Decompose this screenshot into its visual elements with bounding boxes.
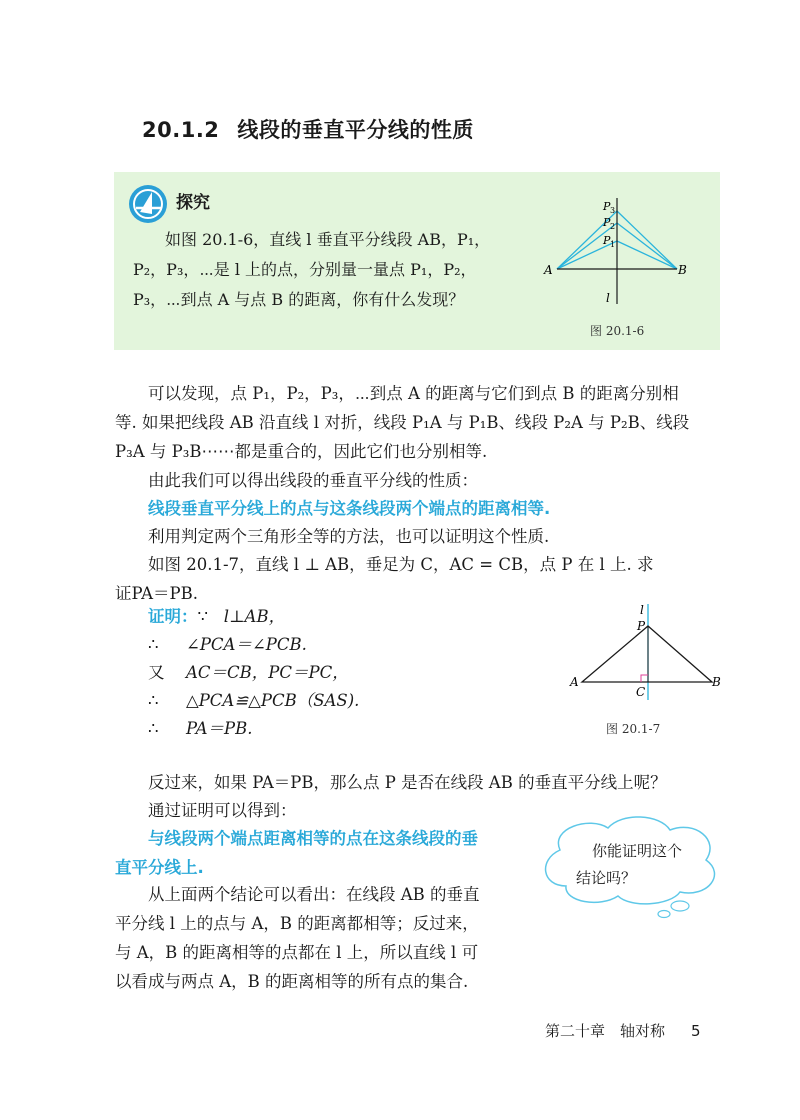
therefore-symbol: ∴ xyxy=(148,691,159,710)
chapter-title: 第二十章 轴对称 xyxy=(545,1022,666,1040)
para1-line-1: 可以发现，点 P₁，P₂，P₃，⋯到点 A 的距离与它们到点 B 的距离分别相 xyxy=(148,384,679,403)
figure-20-1-7 xyxy=(568,600,728,700)
para1-line-3: P₃A 与 P₃B⋯⋯都是重合的，因此它们也分别相等. xyxy=(115,442,488,461)
proof-line-4 xyxy=(148,687,359,715)
proof-step-2: ∠PCA＝∠PCB. xyxy=(186,635,307,654)
figure-caption-1: 图 20.1-6 xyxy=(590,324,645,338)
label-p: P xyxy=(637,619,646,633)
paragraph-3: 利用判定两个三角形全等的方法，也可以证明这个性质. xyxy=(148,527,550,546)
cloud-line-2: 结论吗？ xyxy=(576,869,637,887)
proof-step-1: l⊥AB， xyxy=(223,607,286,626)
section-heading xyxy=(142,114,474,144)
explore-line-1: 如图 20.1-6，直线 l 垂直平分线段 AB，P₁， xyxy=(165,230,491,249)
explore-icon xyxy=(128,184,168,224)
proof-step-3: AC＝CB，PC＝PC， xyxy=(186,663,349,682)
label-b: B xyxy=(678,263,687,277)
property-statement-1: 线段垂直平分线上的点与这条线段两个端点的距离相等. xyxy=(148,499,551,518)
explore-label: 探究 xyxy=(176,193,210,213)
section-number: 20.1.2 xyxy=(142,118,220,142)
para4-line-2: 证PA＝PB. xyxy=(115,584,198,603)
also-word: 又 xyxy=(148,663,165,682)
label-b: B xyxy=(712,675,721,689)
paragraph-1 xyxy=(115,379,727,466)
figure-caption-2: 图 20.1-7 xyxy=(606,722,661,736)
figure-20-1-6 xyxy=(540,196,700,318)
section-title: 线段的垂直平分线的性质 xyxy=(237,118,474,142)
paragraph-6: 通过证明可以得到： xyxy=(148,801,297,820)
property2-line-1: 与线段两个端点距离相等的点在这条线段的垂 xyxy=(148,829,478,848)
explore-line-3: P₃，⋯到点 A 与点 B 的距离，你有什么发现？ xyxy=(133,290,465,309)
cloud-text xyxy=(576,838,696,892)
label-l: l xyxy=(640,603,644,617)
para7-line-4: 以看成与两点 A，B 的距离相等的所有点的集合. xyxy=(115,972,469,991)
proof-step-5: PA＝PB. xyxy=(186,719,253,738)
proof-step-4: △PCA≌△PCB（SAS). xyxy=(186,691,360,710)
label-a: A xyxy=(570,675,579,689)
proof-label: 证明： xyxy=(148,607,198,626)
paragraph-7 xyxy=(115,880,515,996)
proof-line-3 xyxy=(148,659,349,687)
label-l: l xyxy=(606,291,610,305)
para4-line-1: 如图 20.1-7，直线 l ⊥ AB，垂足为 C，AC = CB，点 P 在 l 上. 求 xyxy=(148,555,654,574)
label-a: A xyxy=(544,263,553,277)
label-p1-sub: 1 xyxy=(610,240,616,249)
page-footer xyxy=(545,1020,701,1041)
page-number: 5 xyxy=(691,1022,701,1040)
label-c: C xyxy=(636,685,646,699)
proof-line-5 xyxy=(148,715,252,743)
proof-line-2 xyxy=(148,631,307,659)
proof-line-1 xyxy=(148,603,285,631)
property2-line-2: 直平分线上. xyxy=(115,858,204,877)
paragraph-2: 由此我们可以得出线段的垂直平分线的性质： xyxy=(148,471,478,490)
explore-line-2: P₂，P₃，⋯是 l 上的点，分别量一量点 P₁，P₂， xyxy=(133,260,477,279)
therefore-symbol: ∴ xyxy=(148,719,159,738)
triangle-pab xyxy=(582,626,712,682)
para7-line-2: 平分线 l 上的点与 A，B 的距离都相等；反过来， xyxy=(115,914,479,933)
right-angle-mark xyxy=(641,675,648,682)
label-p1: P xyxy=(603,234,611,247)
explore-text xyxy=(133,225,543,315)
label-p3: P xyxy=(603,200,611,213)
label-p3-sub: 3 xyxy=(610,206,616,215)
because-symbol: ∵ xyxy=(197,607,208,626)
therefore-symbol: ∴ xyxy=(148,635,159,654)
label-p2: P xyxy=(603,216,611,229)
paragraph-5: 反过来，如果 PA＝PB，那么点 P 是否在线段 AB 的垂直平分线上呢？ xyxy=(148,773,667,792)
label-p2-sub: 2 xyxy=(610,222,616,231)
cloud-line-1: 你能证明这个 xyxy=(592,842,683,860)
property-statement-2 xyxy=(115,824,515,882)
para7-line-1: 从上面两个结论可以看出：在线段 AB 的垂直 xyxy=(148,885,480,904)
para7-line-3: 与 A，B 的距离相等的点都在 l 上，所以直线 l 可 xyxy=(115,943,479,962)
para1-line-2: 等. 如果把线段 AB 沿直线 l 对折，线段 P₁A 与 P₁B、线段 P₂A 与 P₂B、线段 xyxy=(115,413,690,432)
